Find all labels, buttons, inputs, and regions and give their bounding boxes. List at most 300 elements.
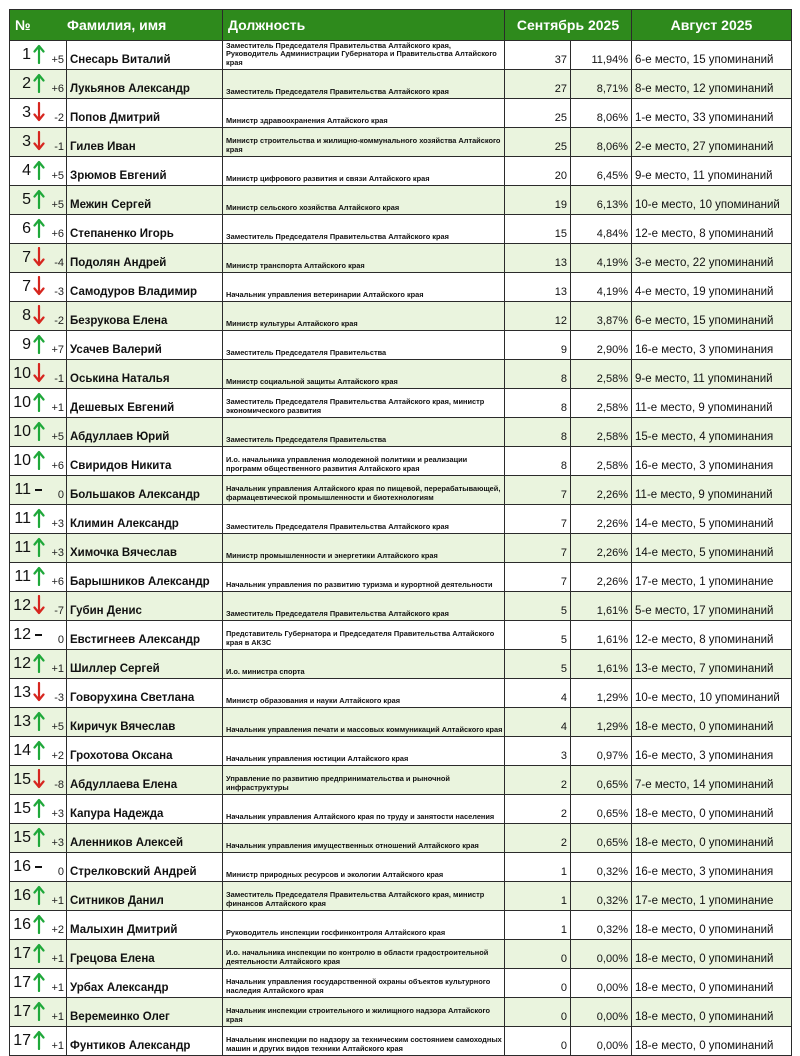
table-row (10, 708, 792, 737)
august-result: 4-е место, 19 упоминаний (632, 273, 792, 302)
mention-count: 4 (505, 708, 571, 737)
person-name: Большаков Александр (67, 476, 223, 505)
august-result: 18-е место, 0 упоминаний (632, 795, 792, 824)
person-name: Барышников Александр (67, 563, 223, 592)
table-row (10, 853, 792, 882)
august-result: 16-е место, 3 упоминания (632, 737, 792, 766)
table-row (10, 940, 792, 969)
august-result: 18-е место, 0 упоминаний (632, 708, 792, 737)
person-name: Веремеинко Олег (67, 998, 223, 1027)
rank-cell (10, 621, 67, 650)
person-name: Ситников Данил (67, 882, 223, 911)
person-position: Начальник управления ветеринарии Алтайского края (223, 273, 505, 302)
rank-change: +3 (51, 837, 64, 849)
rank-cell (10, 186, 67, 215)
mention-percent: 1,29% (571, 708, 632, 737)
rank-change: +5 (51, 721, 64, 733)
person-position: Министр культуры Алтайского края (223, 302, 505, 331)
arrow-down-icon (33, 595, 45, 615)
person-name: Лукьянов Александр (67, 70, 223, 99)
table-row (10, 360, 792, 389)
person-position: Заместитель Председателя Правительства Алтайского края (223, 505, 505, 534)
rank-cell (10, 476, 67, 505)
rank-number: 8 (22, 307, 31, 324)
rank-cell (10, 1027, 67, 1056)
arrow-up-icon (33, 44, 45, 64)
mention-count: 19 (505, 186, 571, 215)
rank-change: -2 (54, 112, 64, 124)
table-row (10, 824, 792, 853)
rank-number: 13 (13, 713, 31, 730)
rank-cell (10, 679, 67, 708)
person-name: Климин Александр (67, 505, 223, 534)
rank-number: 16 (13, 858, 31, 875)
person-position: Министр строительства и жилищно-коммунального хозяйства Алтайского края (223, 128, 505, 157)
mention-count: 2 (505, 824, 571, 853)
person-position: Начальник управления имущественных отношений Алтайского края (223, 824, 505, 853)
rank-change: +6 (51, 460, 64, 472)
table-row (10, 389, 792, 418)
person-position: Заместитель Председателя Правительства Алтайского края, Руководитель Администрации Губернатора и Правительства Алтайского края (223, 41, 505, 70)
mention-count: 37 (505, 41, 571, 70)
rank-number: 7 (22, 278, 31, 295)
table-row (10, 331, 792, 360)
person-name: Абдуллаев Юрий (67, 418, 223, 447)
person-name: Химочка Вячеслав (67, 534, 223, 563)
rank-number: 10 (13, 365, 31, 382)
rank-number: 6 (22, 220, 31, 237)
mention-percent: 0,65% (571, 766, 632, 795)
rank-number: 2 (22, 75, 31, 92)
arrow-down-icon (33, 247, 45, 267)
rank-number: 13 (13, 684, 31, 701)
mention-count: 9 (505, 331, 571, 360)
person-position: И.о. начальника управления молодежной политики и реализации программ общественного развития Алтайского края (223, 447, 505, 476)
person-name: Межин Сергей (67, 186, 223, 215)
august-result: 18-е место, 0 упоминаний (632, 940, 792, 969)
table-row (10, 534, 792, 563)
august-result: 18-е место, 0 упоминаний (632, 1027, 792, 1056)
rank-number: 15 (13, 771, 31, 788)
mention-count: 0 (505, 969, 571, 998)
table-row (10, 882, 792, 911)
table-row (10, 1027, 792, 1056)
mention-count: 25 (505, 128, 571, 157)
mention-count: 8 (505, 418, 571, 447)
mention-count: 7 (505, 534, 571, 563)
august-result: 6-е место, 15 упоминаний (632, 302, 792, 331)
august-result: 18-е место, 0 упоминаний (632, 824, 792, 853)
rank-change: +6 (51, 576, 64, 588)
person-position: Министр образования и науки Алтайского края (223, 679, 505, 708)
rank-number: 4 (22, 162, 31, 179)
rank-change: +5 (51, 54, 64, 66)
rank-change: +1 (51, 953, 64, 965)
rank-cell (10, 41, 67, 70)
arrow-down-icon (33, 363, 45, 383)
table-body (10, 41, 792, 1056)
table-row (10, 302, 792, 331)
mention-count: 2 (505, 795, 571, 824)
august-result: 11-е место, 9 упоминаний (632, 389, 792, 418)
rank-number: 16 (13, 887, 31, 904)
rank-number: 5 (22, 191, 31, 208)
mention-count: 1 (505, 853, 571, 882)
mention-count: 8 (505, 447, 571, 476)
rank-cell (10, 273, 67, 302)
rank-cell (10, 128, 67, 157)
mention-percent: 2,58% (571, 447, 632, 476)
rank-change: +7 (51, 344, 64, 356)
august-result: 10-е место, 10 упоминаний (632, 186, 792, 215)
rank-cell (10, 418, 67, 447)
person-name: Гилев Иван (67, 128, 223, 157)
person-position: Заместитель Председателя Правительства Алтайского края, министр финансов Алтайского края (223, 882, 505, 911)
mention-percent: 4,84% (571, 215, 632, 244)
mention-percent: 2,26% (571, 534, 632, 563)
person-name: Капура Надежда (67, 795, 223, 824)
rank-cell (10, 650, 67, 679)
person-position: Министр социальной защиты Алтайского края (223, 360, 505, 389)
mention-count: 5 (505, 621, 571, 650)
person-name: Самодуров Владимир (67, 273, 223, 302)
rank-number: 1 (22, 46, 31, 63)
person-name: Дешевых Евгений (67, 389, 223, 418)
rank-number: 10 (13, 452, 31, 469)
table-row (10, 70, 792, 99)
arrow-down-icon (33, 682, 45, 702)
rank-cell (10, 940, 67, 969)
arrow-down-icon (33, 276, 45, 296)
person-name: Фунтиков Александр (67, 1027, 223, 1056)
mention-percent: 0,00% (571, 1027, 632, 1056)
rank-cell (10, 215, 67, 244)
mention-count: 12 (505, 302, 571, 331)
rank-number: 17 (13, 945, 31, 962)
august-result: 16-е место, 3 упоминания (632, 331, 792, 360)
rank-change: +1 (51, 982, 64, 994)
rank-change: -4 (54, 257, 64, 269)
rank-change: -1 (54, 141, 64, 153)
person-position: Министр сельского хозяйства Алтайского края (223, 186, 505, 215)
rank-change: +1 (51, 402, 64, 414)
mention-percent: 2,26% (571, 505, 632, 534)
header-name-label: Фамилия, имя (67, 17, 167, 33)
person-position: Заместитель Председателя Правительства (223, 418, 505, 447)
rank-number: 12 (13, 597, 31, 614)
rank-number: 7 (22, 249, 31, 266)
arrow-up-icon (33, 711, 45, 731)
arrow-up-icon (33, 972, 45, 992)
table-row (10, 157, 792, 186)
rank-change: +5 (51, 431, 64, 443)
august-result: 18-е место, 0 упоминаний (632, 998, 792, 1027)
rank-change: -3 (54, 286, 64, 298)
rank-change: +5 (51, 199, 64, 211)
arrow-up-icon (33, 421, 45, 441)
person-name: Абдуллаева Елена (67, 766, 223, 795)
arrow-down-icon (33, 769, 45, 789)
mention-count: 8 (505, 389, 571, 418)
person-position: Министр здравоохранения Алтайского края (223, 99, 505, 128)
person-position: Начальник инспекции по надзору за техническим состоянием самоходных машин и других видов техники Алтайского края (223, 1027, 505, 1056)
august-result: 17-е место, 1 упоминание (632, 563, 792, 592)
mention-percent: 2,58% (571, 418, 632, 447)
rank-number: 3 (22, 133, 31, 150)
person-name: Зрюмов Евгений (67, 157, 223, 186)
mention-percent: 0,32% (571, 911, 632, 940)
rank-change: +5 (51, 170, 64, 182)
rank-cell (10, 389, 67, 418)
august-result: 18-е место, 0 упоминаний (632, 969, 792, 998)
mention-percent: 1,29% (571, 679, 632, 708)
mention-count: 1 (505, 882, 571, 911)
august-result: 9-е место, 11 упоминаний (632, 360, 792, 389)
rank-change: +2 (51, 924, 64, 936)
rank-cell (10, 708, 67, 737)
august-result: 9-е место, 11 упоминаний (632, 157, 792, 186)
no-change-dash-icon (35, 489, 42, 491)
rank-number: 15 (13, 829, 31, 846)
person-name: Евстигнеев Александр (67, 621, 223, 650)
rank-change: -2 (54, 315, 64, 327)
rank-cell (10, 331, 67, 360)
person-position: Управление по развитию предпринимательства и рыночной инфраструктуры (223, 766, 505, 795)
rank-change: +6 (51, 228, 64, 240)
person-position: Заместитель Председателя Правительства Алтайского края (223, 215, 505, 244)
no-change-dash-icon (35, 866, 42, 868)
rank-cell (10, 505, 67, 534)
rank-cell (10, 99, 67, 128)
rank-cell (10, 911, 67, 940)
rank-change: 0 (57, 866, 64, 878)
rank-change: +2 (51, 750, 64, 762)
person-name: Малыхин Дмитрий (67, 911, 223, 940)
person-name: Аленников Алексей (67, 824, 223, 853)
mention-count: 13 (505, 244, 571, 273)
august-result: 3-е место, 22 упоминаний (632, 244, 792, 273)
rank-cell (10, 244, 67, 273)
arrow-up-icon (33, 653, 45, 673)
rank-change: +3 (51, 518, 64, 530)
table-row (10, 476, 792, 505)
person-name: Грецова Елена (67, 940, 223, 969)
rank-cell (10, 969, 67, 998)
arrow-up-icon (33, 334, 45, 354)
mention-percent: 8,71% (571, 70, 632, 99)
person-position: Заместитель Председателя Правительства Алтайского края (223, 592, 505, 621)
rank-cell (10, 853, 67, 882)
arrow-up-icon (33, 537, 45, 557)
person-position: Заместитель Председателя Правительства Алтайского края, министр экономического развития (223, 389, 505, 418)
mention-percent: 2,26% (571, 476, 632, 505)
arrow-up-icon (33, 508, 45, 528)
person-position: И.о. министра спорта (223, 650, 505, 679)
rank-cell (10, 360, 67, 389)
mention-count: 0 (505, 940, 571, 969)
table-row (10, 186, 792, 215)
rank-number: 11 (14, 568, 31, 585)
rank-cell (10, 302, 67, 331)
august-result: 5-е место, 17 упоминаний (632, 592, 792, 621)
arrow-up-icon (33, 160, 45, 180)
mention-count: 25 (505, 99, 571, 128)
person-position: И.о. начальника инспекции по контролю в области градостроительной деятельности Алтайского края (223, 940, 505, 969)
august-result: 10-е место, 10 упоминаний (632, 679, 792, 708)
arrow-up-icon (33, 1030, 45, 1050)
arrow-up-icon (33, 885, 45, 905)
rank-change: -1 (54, 373, 64, 385)
rank-cell (10, 447, 67, 476)
rank-number: 17 (13, 1003, 31, 1020)
person-position: Начальник управления печати и массовых коммуникаций Алтайского края (223, 708, 505, 737)
person-name: Попов Дмитрий (67, 99, 223, 128)
mention-percent: 0,65% (571, 795, 632, 824)
mention-percent: 6,45% (571, 157, 632, 186)
mention-percent: 3,87% (571, 302, 632, 331)
rank-change: +1 (51, 1011, 64, 1023)
mention-percent: 0,00% (571, 940, 632, 969)
table-row (10, 41, 792, 70)
person-position: Начальник управления по развитию туризма и курортной деятельности (223, 563, 505, 592)
arrow-down-icon (33, 102, 45, 122)
august-result: 12-е место, 8 упоминаний (632, 215, 792, 244)
mention-percent: 2,58% (571, 360, 632, 389)
mention-percent: 8,06% (571, 128, 632, 157)
table-row (10, 563, 792, 592)
arrow-up-icon (33, 943, 45, 963)
rank-number: 11 (14, 481, 31, 498)
rank-cell (10, 766, 67, 795)
header-num (10, 10, 223, 41)
august-result: 14-е место, 5 упоминаний (632, 534, 792, 563)
header-position: Должность (223, 10, 505, 41)
mention-percent: 4,19% (571, 273, 632, 302)
mention-percent: 0,32% (571, 853, 632, 882)
rank-number: 14 (13, 742, 31, 759)
rank-change: +1 (51, 895, 64, 907)
person-name: Урбах Александр (67, 969, 223, 998)
person-name: Оськина Наталья (67, 360, 223, 389)
rank-cell (10, 998, 67, 1027)
table-row (10, 650, 792, 679)
rank-change: +1 (51, 1040, 64, 1052)
header-august: Август 2025 (632, 10, 792, 41)
rank-number: 3 (22, 104, 31, 121)
table-row (10, 969, 792, 998)
rank-cell (10, 795, 67, 824)
table-row (10, 766, 792, 795)
rank-cell (10, 824, 67, 853)
august-result: 12-е место, 8 упоминаний (632, 621, 792, 650)
table-row (10, 592, 792, 621)
person-position: Начальник управления юстиции Алтайского края (223, 737, 505, 766)
mention-count: 0 (505, 998, 571, 1027)
table-row (10, 998, 792, 1027)
august-result: 16-е место, 3 упоминания (632, 853, 792, 882)
august-result: 7-е место, 14 упоминаний (632, 766, 792, 795)
person-name: Киричук Вячеслав (67, 708, 223, 737)
rank-cell (10, 737, 67, 766)
august-result: 13-е место, 7 упоминаний (632, 650, 792, 679)
person-position: Министр промышленности и энергетики Алтайского края (223, 534, 505, 563)
august-result: 18-е место, 0 упоминаний (632, 911, 792, 940)
rank-cell (10, 882, 67, 911)
ranking-table (9, 9, 792, 1056)
august-result: 2-е место, 27 упоминаний (632, 128, 792, 157)
rank-cell (10, 70, 67, 99)
august-result: 15-е место, 4 упоминания (632, 418, 792, 447)
person-position: Министр цифрового развития и связи Алтайского края (223, 157, 505, 186)
august-result: 8-е место, 12 упоминаний (632, 70, 792, 99)
person-position: Министр транспорта Алтайского края (223, 244, 505, 273)
rank-number: 12 (13, 626, 31, 643)
rank-cell (10, 563, 67, 592)
rank-change: -8 (54, 779, 64, 791)
august-result: 14-е место, 5 упоминаний (632, 505, 792, 534)
person-name: Свиридов Никита (67, 447, 223, 476)
arrow-up-icon (33, 914, 45, 934)
arrow-down-icon (33, 305, 45, 325)
rank-change: +1 (51, 663, 64, 675)
mention-percent: 2,90% (571, 331, 632, 360)
rank-number: 9 (22, 336, 31, 353)
person-name: Снесарь Виталий (67, 41, 223, 70)
mention-count: 4 (505, 679, 571, 708)
rank-number: 10 (13, 394, 31, 411)
mention-percent: 2,58% (571, 389, 632, 418)
mention-count: 0 (505, 1027, 571, 1056)
rank-change: +3 (51, 547, 64, 559)
person-name: Подолян Андрей (67, 244, 223, 273)
mention-count: 2 (505, 766, 571, 795)
august-result: 11-е место, 9 упоминаний (632, 476, 792, 505)
august-result: 16-е место, 3 упоминания (632, 447, 792, 476)
table-row (10, 737, 792, 766)
arrow-up-icon (33, 566, 45, 586)
table-row (10, 128, 792, 157)
august-result: 1-е место, 33 упоминаний (632, 99, 792, 128)
table-row (10, 621, 792, 650)
rank-number: 12 (13, 655, 31, 672)
table-row (10, 447, 792, 476)
mention-count: 7 (505, 505, 571, 534)
table-row (10, 273, 792, 302)
rank-change: +6 (51, 83, 64, 95)
august-result: 17-е место, 1 упоминание (632, 882, 792, 911)
table-row (10, 679, 792, 708)
arrow-up-icon (33, 218, 45, 238)
mention-count: 20 (505, 157, 571, 186)
arrow-down-icon (33, 131, 45, 151)
header-num-label: № (15, 17, 31, 33)
mention-count: 7 (505, 476, 571, 505)
rank-change: +3 (51, 808, 64, 820)
person-name: Губин Денис (67, 592, 223, 621)
mention-percent: 0,97% (571, 737, 632, 766)
table-row (10, 418, 792, 447)
person-position: Руководитель инспекции госфинконтроля Алтайского края (223, 911, 505, 940)
arrow-up-icon (33, 450, 45, 470)
mention-count: 5 (505, 592, 571, 621)
rank-change: 0 (57, 634, 64, 646)
person-position: Начальник управления Алтайского края по пищевой, перерабатывающей, фармацевтической промышленности и биотехнологиям (223, 476, 505, 505)
person-name: Стрелковский Андрей (67, 853, 223, 882)
table-row (10, 99, 792, 128)
mention-percent: 2,26% (571, 563, 632, 592)
mention-count: 5 (505, 650, 571, 679)
mention-count: 1 (505, 911, 571, 940)
